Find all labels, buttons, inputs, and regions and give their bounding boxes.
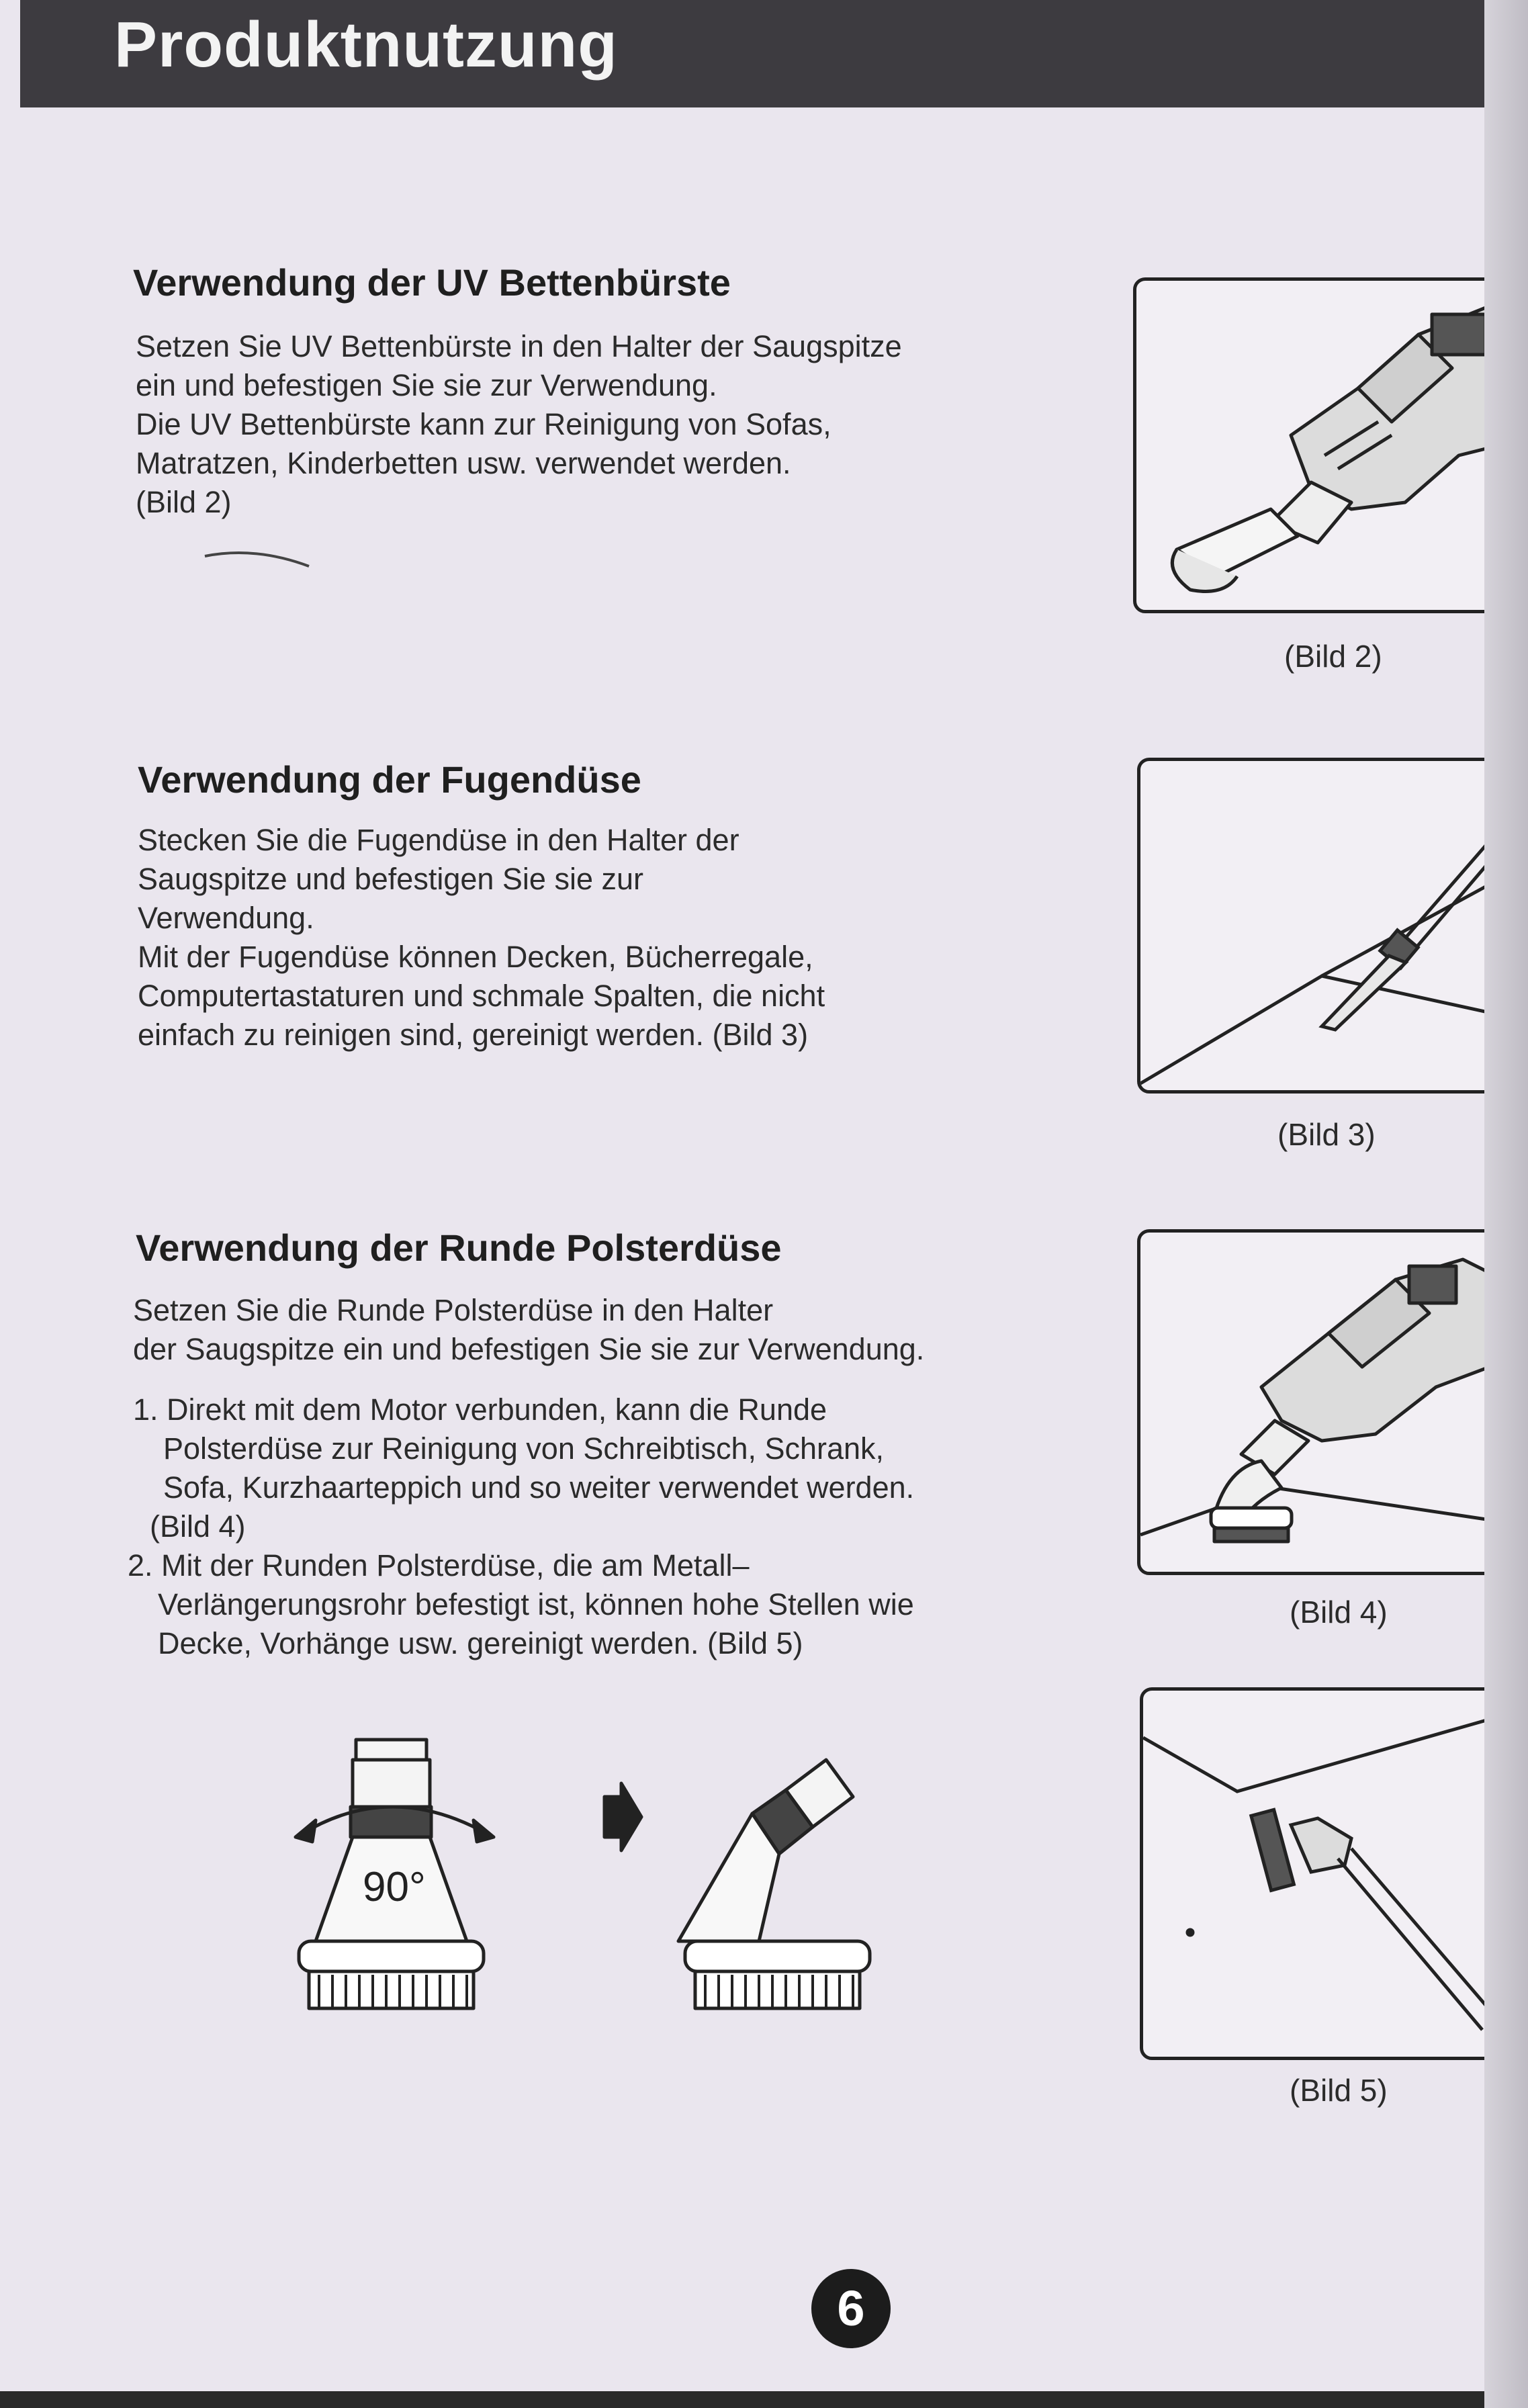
figure-bild-3 xyxy=(1137,758,1510,1094)
angle-label: 90° xyxy=(363,1864,426,1910)
section-heading-uv: Verwendung der UV Bettenbürste xyxy=(133,261,731,304)
text-line: der Saugspitze ein und befestigen Sie sie zur Verwendung. xyxy=(133,1332,925,1366)
text-line: Verwendung. xyxy=(138,901,314,935)
figure-bild-2 xyxy=(1133,277,1516,613)
text-line: Decke, Vorhänge usw. gereinigt werden. (Bild 5) xyxy=(158,1626,803,1660)
text-line: 1. Direkt mit dem Motor verbunden, kann die Runde xyxy=(133,1392,827,1427)
text-line: (Bild 2) xyxy=(136,485,232,519)
text-line: Sofa, Kurzhaarteppich und so weiter verwendet werden. xyxy=(163,1470,915,1505)
section-text-fugen xyxy=(138,821,825,1055)
text-line: Saugspitze und befestigen Sie sie zur xyxy=(138,862,643,896)
text-line: Mit der Fugendüse können Decken, Bücherregale, xyxy=(138,940,813,974)
text-line: Die UV Bettenbürste kann zur Reinigung von Sofas, xyxy=(136,407,832,441)
nozzle-rotation-diagram xyxy=(289,1733,934,2042)
figure-bild-4 xyxy=(1137,1229,1503,1575)
caption-bild-5: (Bild 5) xyxy=(1290,2073,1388,2108)
text-line: Stecken Sie die Fugendüse in den Halter der xyxy=(138,823,739,857)
text-line: Polsterdüse zur Reinigung von Schreibtisch, Schrank, xyxy=(163,1431,885,1466)
text-line: 2. Mit der Runden Polsterdüse, die am Metall– xyxy=(128,1548,750,1582)
text-line: ein und befestigen Sie sie zur Verwendung. xyxy=(136,368,717,402)
section-heading-fugen: Verwendung der Fugendüse xyxy=(138,758,641,801)
pen-mark xyxy=(201,543,316,570)
page-number: 6 xyxy=(811,2269,891,2348)
vacuum-uv-brush-illustration xyxy=(1136,281,1513,610)
section-text-uv xyxy=(136,327,902,522)
page-title: Produktnutzung xyxy=(114,9,618,81)
section-heading-polster: Verwendung der Runde Polsterdüse xyxy=(136,1227,782,1269)
caption-bild-4: (Bild 4) xyxy=(1290,1595,1388,1630)
text-line: Computertastaturen und schmale Spalten, die nicht xyxy=(138,979,825,1013)
caption-bild-3: (Bild 3) xyxy=(1277,1117,1376,1152)
page-edge xyxy=(1484,0,1528,2408)
header-bar xyxy=(20,0,1491,107)
caption-bild-2: (Bild 2) xyxy=(1284,639,1382,674)
text-line: Verlängerungsrohr befestigt ist, können hohe Stellen wie xyxy=(158,1587,914,1621)
text-line: (Bild 4) xyxy=(150,1509,246,1544)
text-line: Setzen Sie UV Bettenbürste in den Halter der Saugspitze xyxy=(136,329,902,363)
crevice-nozzle-illustration xyxy=(1140,761,1507,1090)
list-item-1 xyxy=(133,1390,914,1546)
section-intro-polster xyxy=(133,1291,924,1369)
ceiling-cleaning-illustration xyxy=(1143,1691,1496,2057)
figure-bild-5 xyxy=(1140,1687,1499,2060)
text-line: Setzen Sie die Runde Polsterdüse in den Halter xyxy=(133,1293,774,1327)
vacuum-round-brush-illustration xyxy=(1140,1233,1500,1572)
text-line: einfach zu reinigen sind, gereinigt werden. (Bild 3) xyxy=(138,1018,809,1052)
list-item-2 xyxy=(128,1546,914,1663)
text-line: Matratzen, Kinderbetten usw. verwendet werden. xyxy=(136,446,791,480)
